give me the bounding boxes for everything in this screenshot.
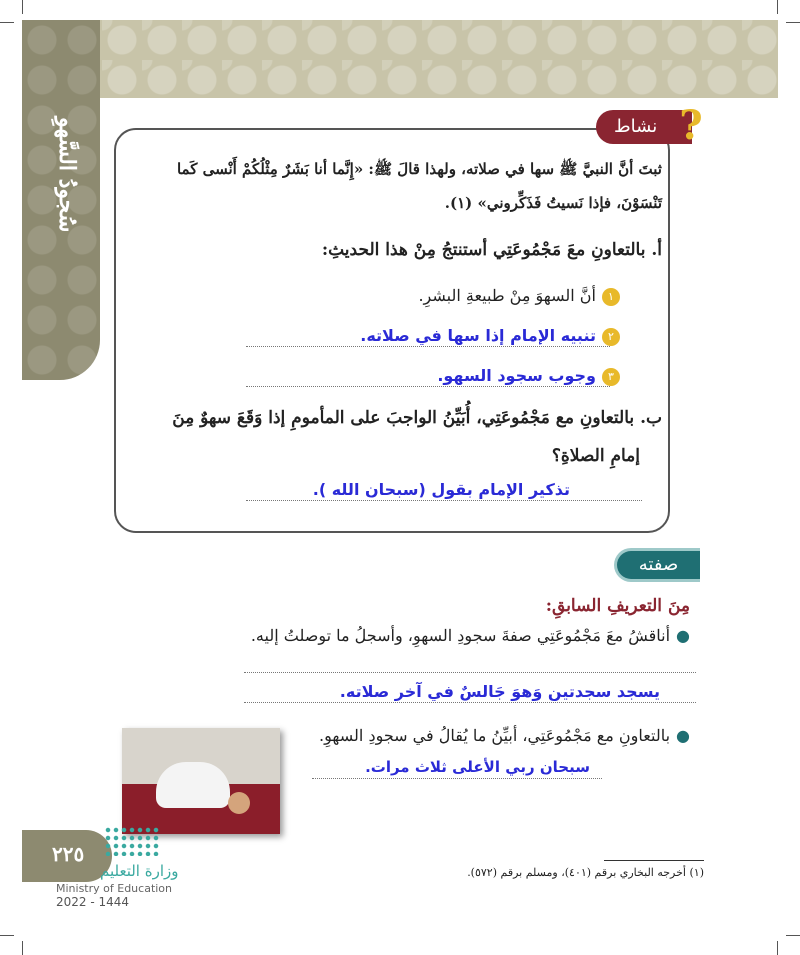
item-1-text: أنَّ السهوَ مِنْ طبيعةِ البشرِ. bbox=[418, 286, 596, 305]
footnote-rule bbox=[604, 860, 704, 861]
page-number: ٢٢٥ bbox=[52, 842, 85, 866]
header-band bbox=[22, 20, 778, 98]
item-3-answer: وجوب سجود السهو. bbox=[437, 366, 596, 385]
sifa-tag: صفته bbox=[614, 548, 700, 582]
bullet-1-answer: يسجد سجدتين وَهوَ جَالسٌ في آخر صلاته. bbox=[339, 682, 660, 701]
crop-mark bbox=[22, 0, 23, 14]
crop-mark bbox=[786, 22, 800, 23]
bullet-2 bbox=[290, 726, 690, 745]
crop-mark bbox=[777, 941, 778, 955]
answer-line bbox=[246, 500, 642, 501]
ministry-name-ar: وزارة التعليم bbox=[100, 862, 179, 880]
answer-line bbox=[246, 346, 610, 347]
bullet-2-text: بالتعاونِ مع مَجْمُوعَتِي، أبيِّنُ ما يُقالُ في سجودِ السهوِ. bbox=[319, 726, 671, 745]
crop-mark bbox=[0, 22, 14, 23]
question-mark-icon: ? bbox=[679, 102, 703, 149]
crop-mark bbox=[786, 935, 800, 936]
chapter-title: سُجودُ السَّهوِ bbox=[54, 117, 80, 233]
bullet-1-text: أناقشُ معَ مَجْمُوعَتِي صفةَ سجودِ السهوِ، وأسجلُ ما توصلتُ إليه. bbox=[250, 626, 671, 645]
crop-mark bbox=[0, 935, 14, 936]
bullet-icon: ● bbox=[676, 726, 690, 745]
number-badge: ٢ bbox=[602, 328, 620, 346]
part-b-prompt-2: إمامِ الصلاةِ؟ bbox=[551, 446, 640, 466]
footnote: (١) أخرجه البخاري برقم (٤٠١)، ومسلم برقم (٥٧٢). bbox=[467, 866, 704, 879]
item-2 bbox=[180, 326, 620, 346]
bullet-icon: ● bbox=[676, 626, 690, 645]
crop-mark bbox=[777, 0, 778, 14]
crop-mark bbox=[22, 941, 23, 955]
item-3 bbox=[180, 366, 620, 386]
intro-line-1: ثبتَ أنَّ النبيَّ ﷺ سها في صلاته، ولهذا قالَ ﷺ: «إِنَّما أنا بَشَرٌ مِثْلُكُمْ أَنْسى كَما bbox=[176, 160, 662, 178]
bullet-2-answer: سبحان ربي الأعلى ثلاث مرات. bbox=[365, 758, 590, 776]
activity-tag: نشاط bbox=[596, 110, 692, 144]
number-badge: ١ bbox=[602, 288, 620, 306]
item-1 bbox=[180, 286, 620, 306]
ministry-logo-icon bbox=[104, 826, 160, 856]
intro-line-2: تَنْسَوْنَ، فإذا نَسيتُ فَذَكِّروني» (١). bbox=[444, 194, 662, 212]
part-a-prompt: أ. بالتعاونِ معَ مَجْمُوعَتِي أستنتجُ مِنْ هذا الحديثِ: bbox=[321, 240, 662, 260]
section-heading: مِنَ التعريفِ السابقِ: bbox=[545, 596, 690, 616]
bullet-1 bbox=[130, 626, 690, 645]
part-b-answer: تذكير الإمام بقول (سبحان الله ). bbox=[312, 480, 570, 499]
answer-line bbox=[246, 386, 610, 387]
item-2-answer: تنبيه الإمام إذا سها في صلاته. bbox=[360, 326, 596, 345]
answer-line bbox=[244, 672, 696, 673]
prostration-photo bbox=[122, 728, 280, 834]
answer-line bbox=[312, 778, 602, 779]
ministry-name-en: Ministry of Education bbox=[56, 882, 173, 895]
edition-year: 2022 - 1444 bbox=[56, 895, 130, 909]
answer-line bbox=[244, 702, 696, 703]
part-b-prompt-1: ب. بالتعاونِ مع مَجْمُوعَتِي، أُبَيِّنُ الواجبَ على المأمومِ إذا وَقَعَ سهوٌ مِنَ bbox=[172, 408, 662, 428]
number-badge: ٣ bbox=[602, 368, 620, 386]
